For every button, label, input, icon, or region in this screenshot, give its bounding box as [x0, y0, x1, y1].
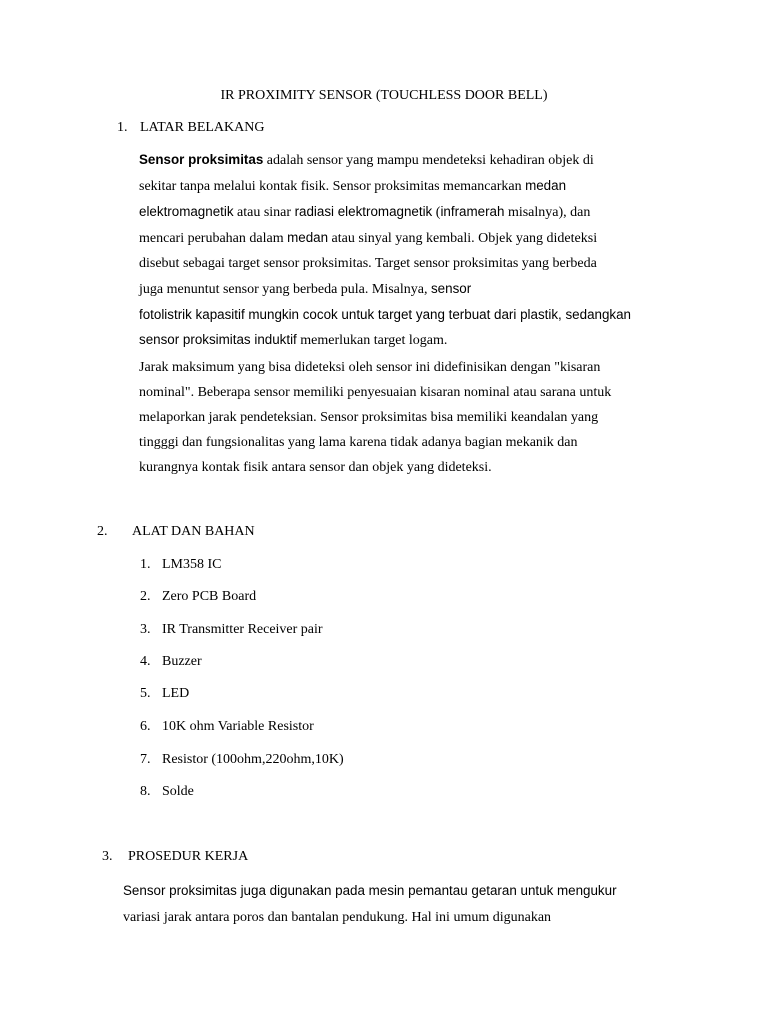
- section-2-heading: ALAT DAN BAHAN: [132, 524, 255, 539]
- p2-line: tingggi dan fungsionalitas yang lama karena tidak adanya bagian mekanik dan: [139, 435, 578, 450]
- list-item: LED: [162, 686, 190, 701]
- p1-text: memerlukan target logam.: [296, 333, 448, 348]
- p2-line: Jarak maksimum yang bisa dideteksi oleh sensor ini didefinisikan dengan "kisaran: [139, 360, 601, 375]
- p1-line-8: [139, 327, 679, 353]
- section-3-number: 3.: [102, 849, 113, 864]
- link-inframerah: inframerah: [440, 204, 505, 219]
- prosedur-line: variasi jarak antara poros dan bantalan pendukung. Hal ini umum digunakan: [123, 910, 552, 925]
- p1-line-2: [139, 173, 679, 199]
- p1-line-7: fotolistrik kapasitif mungkin cocok untuk target yang terbuat dari plastik, sedangkan: [139, 307, 632, 322]
- link-radiasi: radiasi elektromagnetik: [294, 204, 433, 219]
- section-1-heading: LATAR BELAKANG: [140, 120, 265, 135]
- p1-line-6: [139, 276, 679, 302]
- list-item-number: 6.: [140, 719, 151, 734]
- section-3-heading: PROSEDUR KERJA: [128, 849, 249, 864]
- list-item-number: 3.: [140, 622, 151, 637]
- list-item: Buzzer: [162, 654, 202, 669]
- list-item-number: 5.: [140, 686, 151, 701]
- list-item: Resistor (100ohm,220ohm,10K): [162, 752, 344, 767]
- link-sensor-induktif: sensor proksimitas induktif: [139, 332, 297, 347]
- p1-text: mencari perubahan dalam: [139, 231, 288, 246]
- prosedur-paragraph: [123, 877, 663, 931]
- list-item-number: 8.: [140, 784, 151, 799]
- link-medan-2: medan: [287, 230, 329, 245]
- list-item-number: 7.: [140, 752, 151, 767]
- p1-text: sekitar tanpa melalui kontak fisik. Sensor proksimitas memancarkan: [139, 179, 526, 194]
- p1-line-5: disebut sebagai target sensor proksimitas. Target sensor proksimitas yang berbeda: [139, 256, 597, 271]
- p1-text: adalah sensor yang mampu mendeteksi kehadiran objek di: [263, 153, 594, 168]
- p1-text: misalnya), dan: [504, 205, 591, 220]
- document-title: IR PROXIMITY SENSOR (TOUCHLESS DOOR BELL): [220, 88, 548, 103]
- link-sensor: sensor: [430, 281, 472, 296]
- link-elektromagnetik: elektromagnetik: [139, 204, 234, 219]
- latar-paragraph-1: [139, 147, 679, 353]
- list-item: Solde: [162, 784, 194, 799]
- p1-text: atau sinar: [233, 205, 295, 220]
- p1-line-3: [139, 199, 679, 225]
- list-item: IR Transmitter Receiver pair: [162, 622, 323, 637]
- p1-text: juga menuntut sensor yang berbeda pula. Misalnya,: [139, 282, 431, 297]
- latar-paragraph-2: [139, 355, 679, 480]
- list-item: 10K ohm Variable Resistor: [162, 719, 314, 734]
- section-1-number: 1.: [117, 120, 128, 135]
- section-2-number: 2.: [97, 524, 108, 539]
- list-item-number: 4.: [140, 654, 151, 669]
- p1-line-1: [139, 147, 679, 173]
- list-item: LM358 IC: [162, 557, 222, 572]
- p1-text: atau sinyal yang kembali. Objek yang dideteksi: [328, 231, 598, 246]
- list-item-number: 1.: [140, 557, 151, 572]
- list-item-number: 2.: [140, 589, 151, 604]
- term-sensor-proksimitas: Sensor proksimitas: [139, 152, 264, 167]
- p1-line-4: [139, 225, 679, 251]
- prosedur-line: Sensor proksimitas juga digunakan pada mesin pemantau getaran untuk mengukur: [123, 883, 617, 898]
- list-item: Zero PCB Board: [162, 589, 257, 604]
- p2-line: nominal". Beberapa sensor memiliki penyesuaian kisaran nominal atau sarana untuk: [139, 385, 612, 400]
- link-medan: medan: [525, 178, 567, 193]
- p1-text: (: [432, 205, 441, 220]
- p2-line: kurangnya kontak fisik antara sensor dan objek yang dideteksi.: [139, 460, 492, 475]
- p2-line: melaporkan jarak pendeteksian. Sensor proksimitas bisa memiliki keandalan yang: [139, 410, 599, 425]
